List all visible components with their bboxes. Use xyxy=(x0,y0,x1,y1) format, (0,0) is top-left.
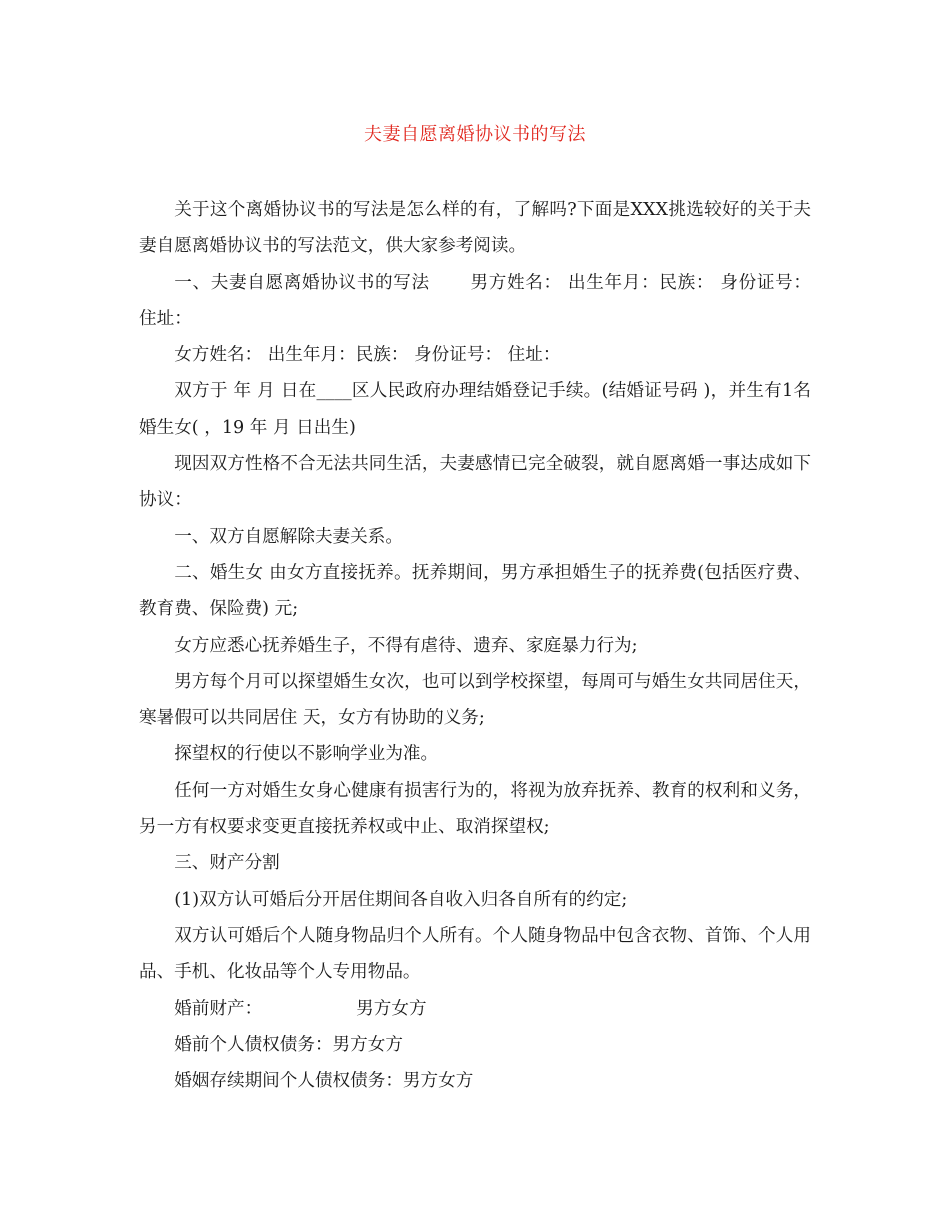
document-body xyxy=(139,192,811,1099)
premarital-property-line xyxy=(139,991,811,1027)
section-one-heading-and-male-info xyxy=(139,265,811,338)
premarital-property-label: 婚前财产： xyxy=(174,998,263,1019)
section-one-heading: 一、夫妻自愿离婚协议书的写法 xyxy=(174,272,430,293)
visitation-rule-paragraph: 探望权的行使以不影响学业为准。 xyxy=(174,744,439,765)
marital-debts-line: 婚姻存续期间个人债权债务：男方女方 xyxy=(174,1071,474,1092)
female-info-line: 女方姓名： 出生年月：民族： 身份证号： 住址： xyxy=(174,345,561,366)
clause-two: 二、婚生女 由女方直接抚养。抚养期间，男方承担婚生子的抚养费(包括医疗费、教育费、保险费) 元; xyxy=(139,562,811,620)
intro-paragraph: 关于这个离婚协议书的写法是怎么样的有，了解吗?下面是XXX挑选较好的关于夫妻自愿离婚协议书的写法范文，供大家参考阅读。 xyxy=(139,200,811,257)
reason-paragraph: 现因双方性格不合无法共同生活，夫妻感情已完全破裂，就自愿离婚一事达成如下协议： xyxy=(139,454,811,511)
harm-clause-paragraph: 任何一方对婚生女身心健康有损害行为的，将视为放弃抚养、教育的权利和义务，另一方有权要求变更直接抚养权或中止、取消探望权; xyxy=(139,780,811,838)
premarital-property-parties: 男方女方 xyxy=(356,998,427,1019)
male-info-line: 男方姓名： 出生年月：民族： 身份证号： 住址： xyxy=(139,272,811,329)
document-title: 夫妻自愿离婚协议书的写法 xyxy=(364,124,586,145)
visitation-paragraph: 男方每个月可以探望婚生女次，也可以到学校探望，每周可与婚生女共同居住天，寒暑假可以共同居住 天，女方有协助的义务; xyxy=(139,671,811,729)
premarital-debts-line: 婚前个人债权债务：男方女方 xyxy=(174,1034,403,1055)
care-obligation-paragraph: 女方应悉心抚养婚生子，不得有虐待、遗弃、家庭暴力行为; xyxy=(174,635,638,656)
income-agreement-paragraph: (1)双方认可婚后分开居住期间各自收入归各自所有的约定; xyxy=(174,889,628,910)
marriage-registration-paragraph: 双方于 年 月 日在____区人民政府办理结婚登记手续。(结婚证号码 )，并生有1名婚生女( ，19 年 月 日出生) xyxy=(139,381,811,438)
personal-items-paragraph: 双方认可婚后个人随身物品归个人所有。个人随身物品中包含衣物、首饰、个人用品、手机、化妆品等个人专用物品。 xyxy=(139,925,811,983)
clause-one: 一、双方自愿解除夫妻关系。 xyxy=(174,526,403,547)
section-three-heading: 三、财产分割 xyxy=(174,853,280,874)
